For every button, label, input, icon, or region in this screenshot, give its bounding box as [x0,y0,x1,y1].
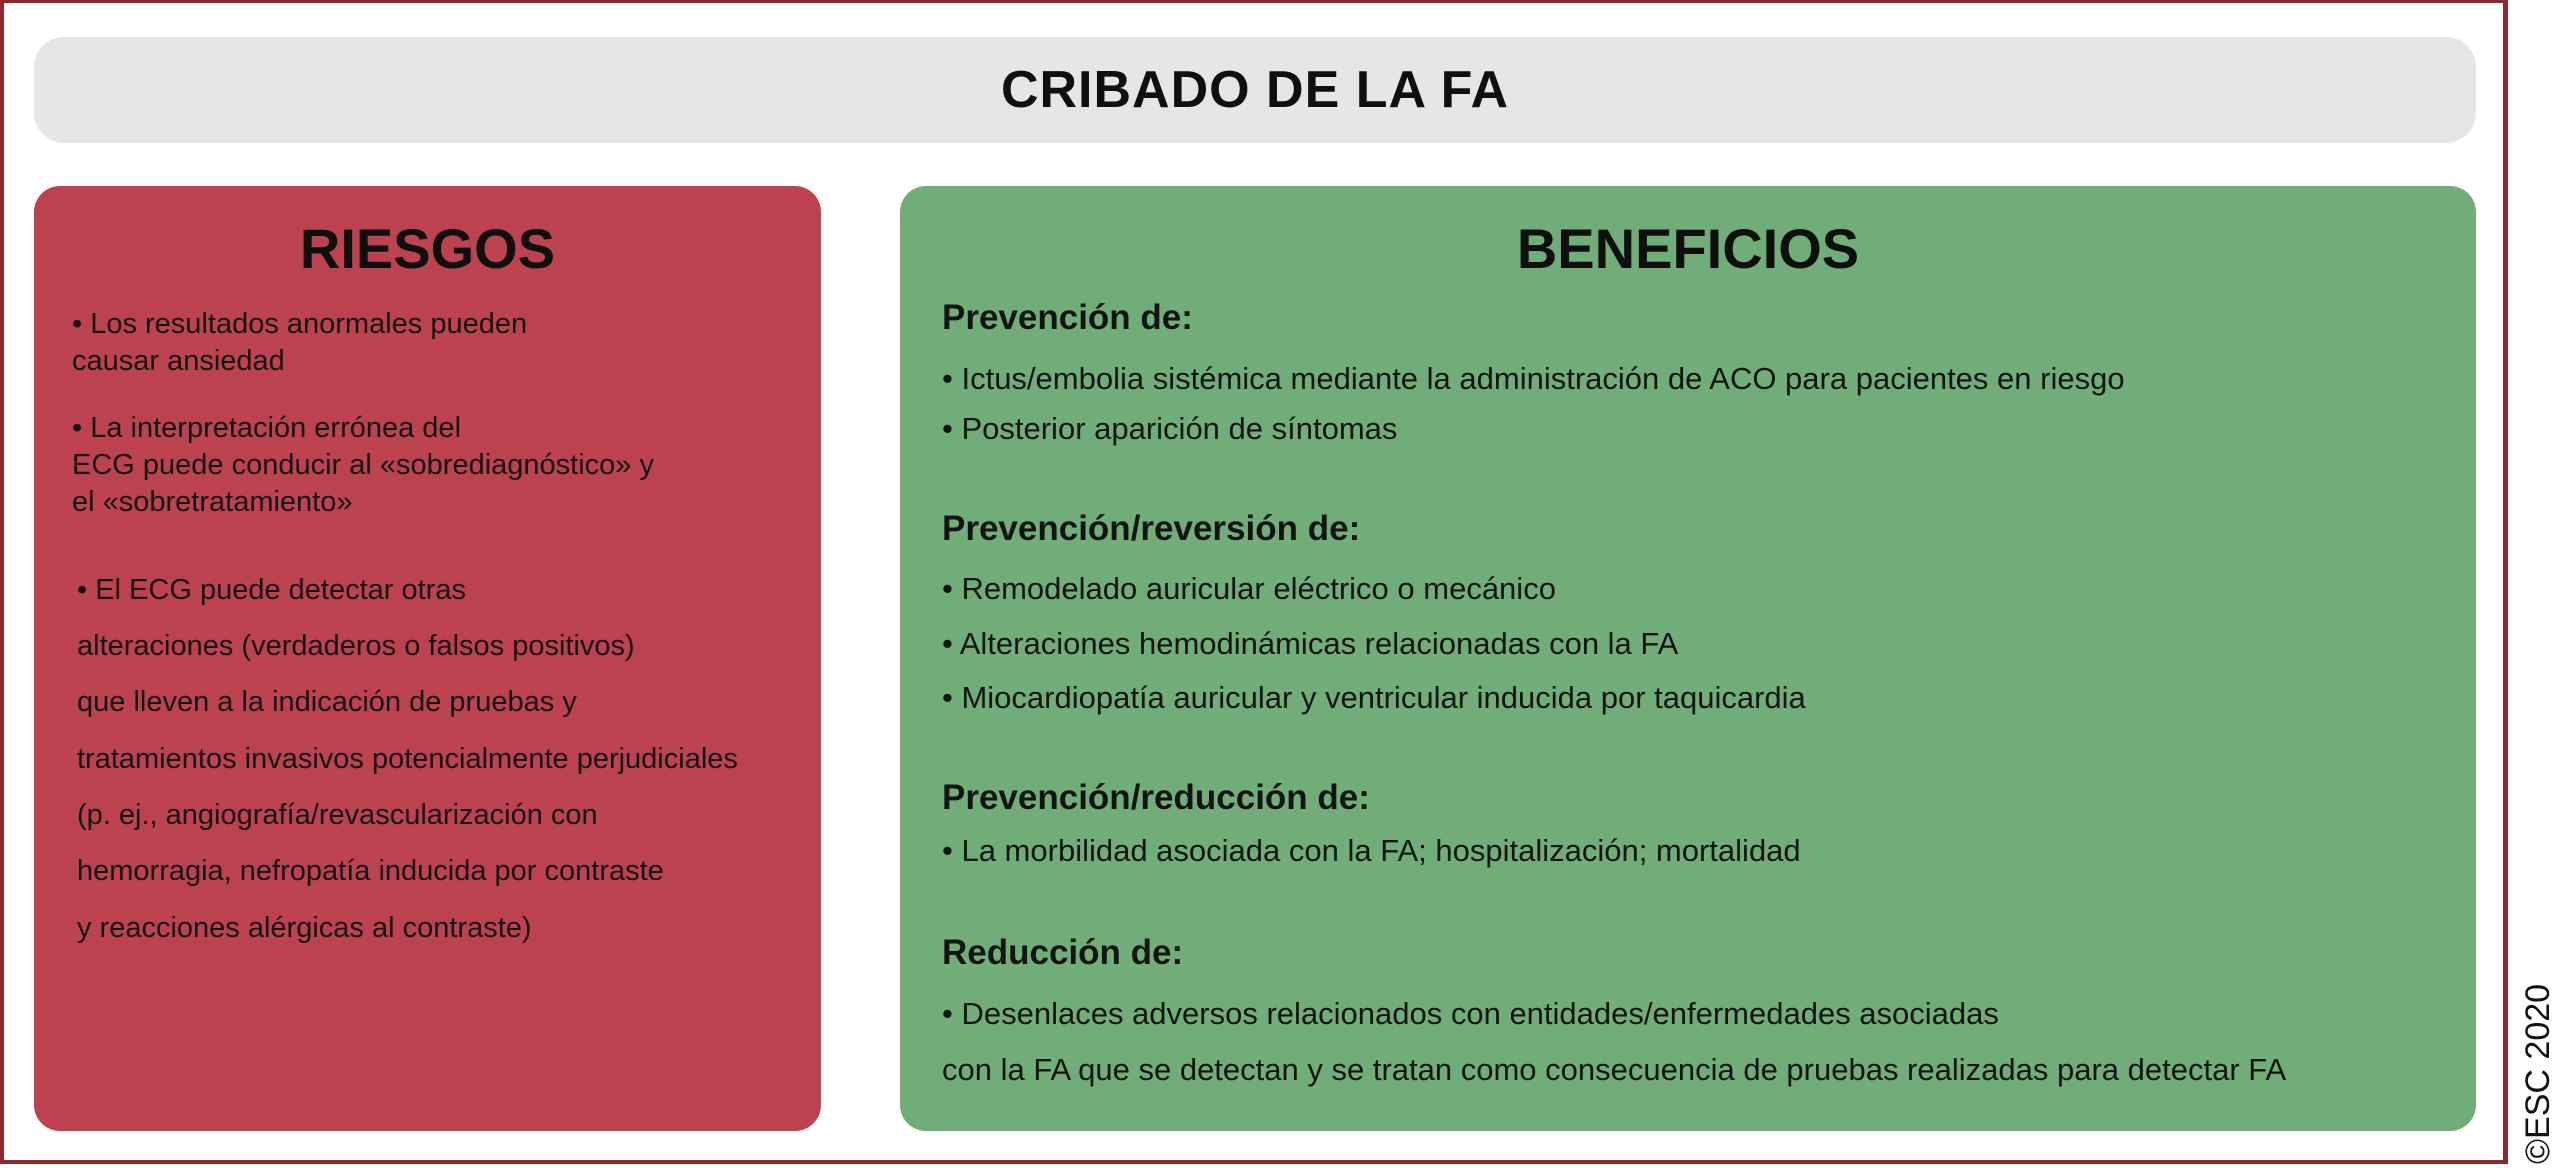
benefits-section-1-line-1: • Ictus/embolia sistémica mediante la administración de ACO para pacientes en riesgo [942,361,2125,396]
risk-item-3-line-6: hemorragia, nefropatía inducida por contraste [77,855,664,887]
risk-item-3-line-5: (p. ej., angiografía/revascularización con [77,799,598,831]
benefits-section-1-heading: Prevención de: [942,298,1193,337]
benefits-section-2-heading: Prevención/reversión de: [942,509,1361,548]
benefits-section-2-line-2: • Alteraciones hemodinámicas relacionadas con la FA [942,626,1679,661]
page-title: CRIBADO DE LA FA [1000,61,1510,119]
benefits-section-4-heading: Reducción de: [942,933,1184,972]
benefits-section-4-line-1: • Desenlaces adversos relacionados con entidades/enfermedades asociadas [942,996,1999,1031]
benefits-section-3-line-1: • La morbilidad asociada con la FA; hospitalización; mortalidad [942,833,1801,868]
benefits-section-1-line-2: • Posterior aparición de síntomas [942,411,1398,446]
benefits-section-2-line-3: • Miocardiopatía auricular y ventricular inducida por taquicardia [942,680,1806,715]
benefits-title: BENEFICIOS [1516,217,1860,280]
header-bar [34,37,2476,143]
risk-item-2-line-2: ECG puede conducir al «sobrediagnóstico» y [72,449,654,481]
risk-item-3-line-4: tratamientos invasivos potencialmente perjudiciales [77,743,738,775]
risks-panel [34,186,821,1131]
risk-item-3-line-7: y reacciones alérgicas al contraste) [77,912,532,944]
risk-item-1-line-2: causar ansiedad [72,345,285,377]
benefits-panel [900,186,2476,1131]
risk-item-3-line-1: • El ECG puede detectar otras [77,574,466,606]
risks-title: RIESGOS [299,217,556,280]
benefits-section-3-heading: Prevención/reducción de: [942,778,1370,817]
copyright-notice: ©ESC 2020 [2519,983,2557,1164]
risk-item-2-line-1: • La interpretación errónea del [72,412,462,444]
risk-item-3-line-3: que lleven a la indicación de pruebas y [77,686,577,718]
risk-item-1-line-1: • Los resultados anormales pueden [72,308,528,340]
risk-item-2-line-3: el «sobretratamiento» [72,486,353,518]
benefits-section-2-line-1: • Remodelado auricular eléctrico o mecánico [942,571,1556,606]
risk-item-3-line-2: alteraciones (verdaderos o falsos positivos) [77,630,635,662]
benefits-section-4-line-2: con la FA que se detectan y se tratan como consecuencia de pruebas realizadas para detectar FA [942,1052,2287,1087]
